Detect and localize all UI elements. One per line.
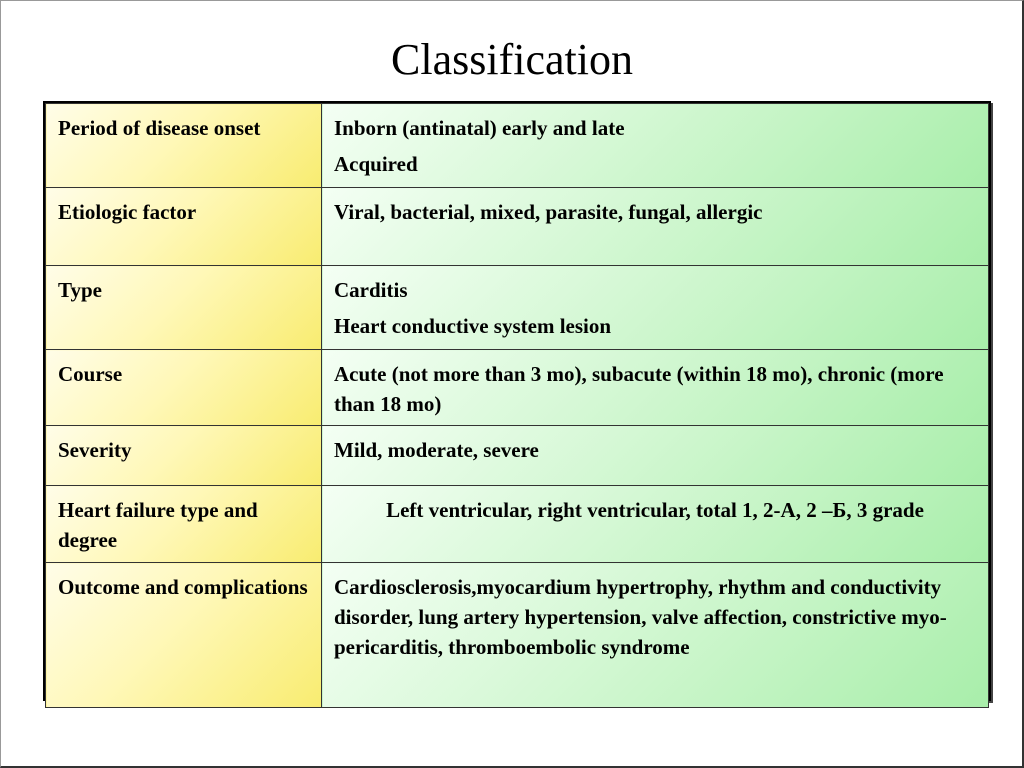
row-value-line: Inborn (antinatal) early and late [334,116,625,140]
row-value-cell [322,188,989,266]
table-row-heart-failure [46,486,989,563]
row-value-line: Heart conductive system lesion [334,314,612,338]
row-value-line: Acquired [334,152,418,176]
table-row-outcome [46,563,989,708]
table-row-etiologic-factor [46,188,989,266]
table-row-severity [46,426,989,486]
row-value-line: Acute (not more than 3 mo), subacute (within 18 mo), chronic (more than 18 mo) [334,362,944,416]
row-label: Severity [46,426,322,486]
row-value-cell [322,486,989,563]
table-row-course [46,350,989,426]
classification-table [43,101,991,701]
row-label: Period of disease onset [46,104,322,188]
row-value-cell [322,266,989,350]
row-label: Type [46,266,322,350]
table-row-period-of-onset [46,104,989,188]
row-value-line: Cardiosclerosis,myocardium hypertrophy, rhythm and conductivity disorder, lung artery hypertension, valve affection, constrictive myo-pericarditis, thromboembolic syndrome [334,575,947,659]
table-row-type [46,266,989,350]
row-label: Outcome and complications [46,563,322,708]
row-value-line: Mild, moderate, severe [334,438,539,462]
slide-title: Classification [391,35,633,84]
row-label: Course [46,350,322,426]
row-label: Heart failure type and degree [46,486,322,563]
row-value-cell [322,426,989,486]
row-label: Etiologic factor [46,188,322,266]
row-value-cell [322,104,989,188]
row-value-cell [322,350,989,426]
row-value-line: Viral, bacterial, mixed, parasite, fungal, allergic [334,200,763,224]
row-value-cell [322,563,989,708]
classification-grid [45,103,989,708]
row-value-line: Carditis [334,278,408,302]
row-value-line: Left ventricular, right ventricular, total 1, 2-A, 2 –Б, 3 grade [386,498,924,522]
